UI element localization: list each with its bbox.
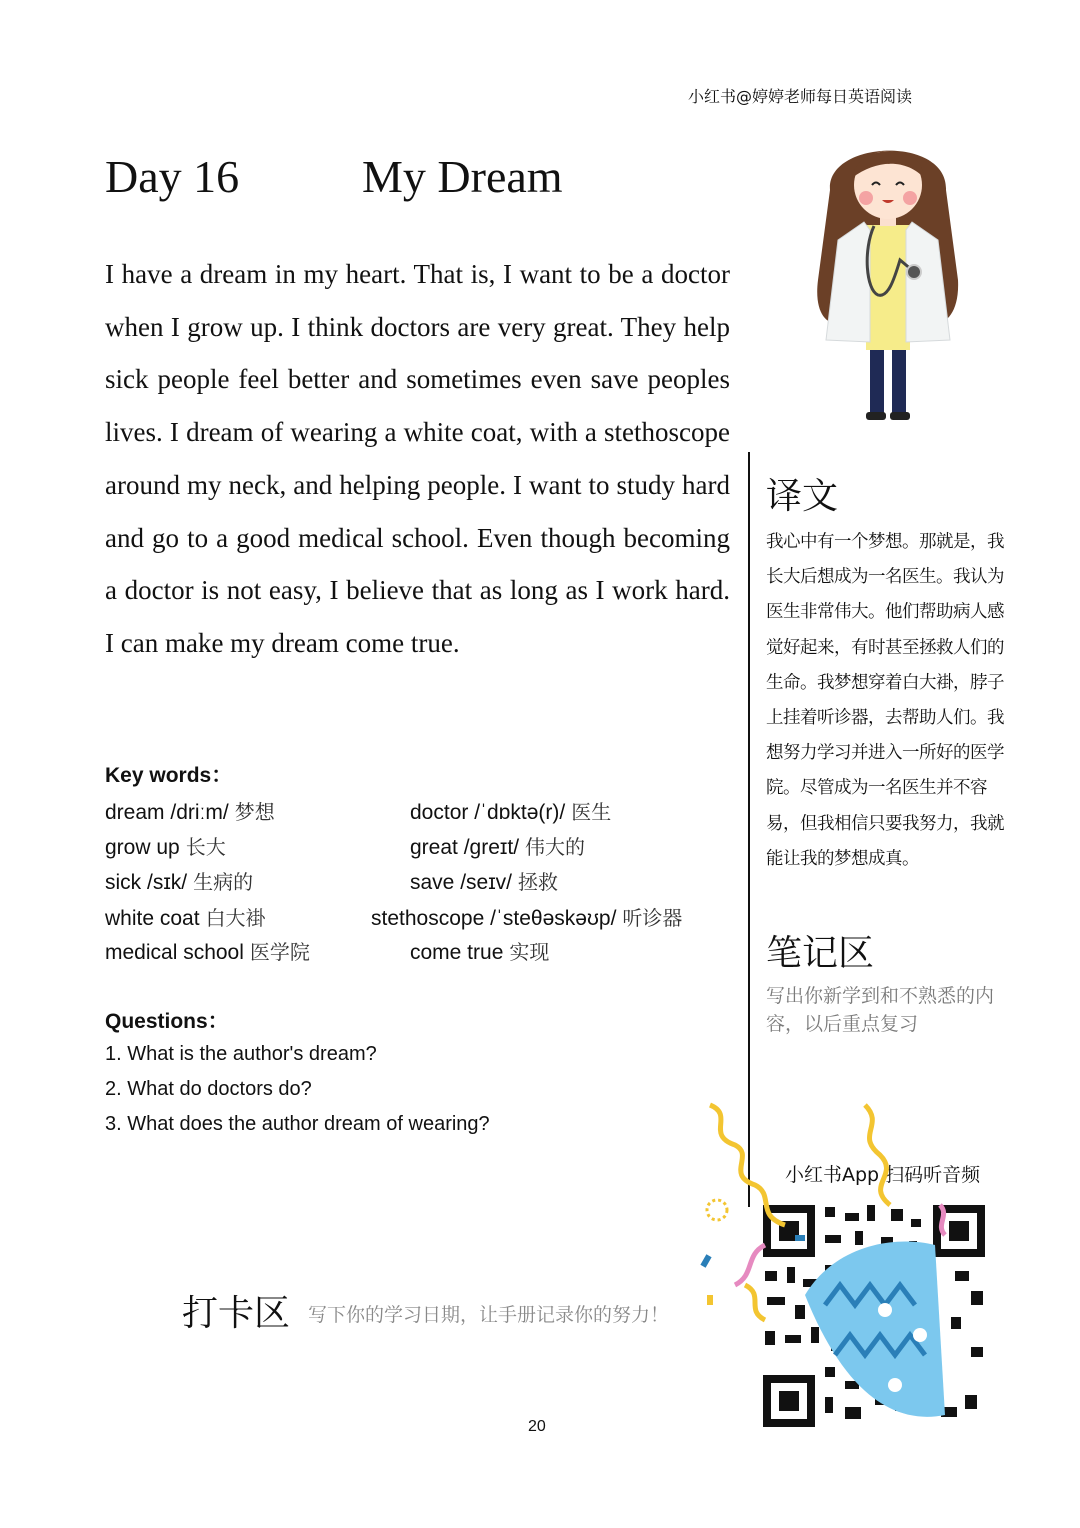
keyword-en: great /ɡreɪt/ bbox=[410, 836, 520, 859]
day-label: Day 16 bbox=[105, 151, 240, 202]
keyword-en: grow up bbox=[105, 836, 180, 859]
doctor-illustration bbox=[808, 130, 968, 425]
qr-caption: 小红书App 扫码听音频 bbox=[785, 1164, 981, 1186]
keyword-item bbox=[105, 936, 310, 965]
reading-passage: I have a dream in my heart. That is, I want to be a doctor when I grow up. I think doctors are very great. They help sick people feel better and sometimes even save peoples lives. I dream of wearing a white coat, with a stethoscope around my neck, and helping people. I want to study hard and go to a good medical school. Even though becoming a doctor is not easy, I believe that as long as I work hard. I can make my dream come true. bbox=[105, 259, 730, 658]
keyword-cn: 伟大的 bbox=[525, 835, 586, 859]
page-number: 20 bbox=[528, 1418, 546, 1435]
watermark: 小红书@婷婷老师每日英语阅读 bbox=[688, 87, 913, 106]
keyword-en: doctor /ˈdɒktə(r)/ bbox=[410, 801, 566, 824]
column-divider bbox=[748, 452, 750, 1207]
page-title: My Dream bbox=[362, 151, 563, 202]
keyword-cn: 白大褂 bbox=[205, 906, 266, 930]
keyword-en: white coat bbox=[105, 907, 200, 930]
keyword-cn: 拯救 bbox=[518, 870, 559, 894]
keyword-en: dream /driːm/ bbox=[105, 801, 229, 824]
keyword-en: sick /sɪk/ bbox=[105, 871, 188, 894]
checkin-label: 打卡区 bbox=[182, 1293, 291, 1334]
keywords-heading: Key words： bbox=[105, 764, 233, 787]
keyword-cn: 生病的 bbox=[193, 870, 254, 894]
keyword-item bbox=[410, 831, 585, 860]
question-item: 2. What do doctors do? bbox=[105, 1078, 312, 1100]
keyword-en: stethoscope /ˈsteθəskəʊp/ bbox=[371, 907, 617, 930]
keyword-item bbox=[105, 831, 226, 860]
keyword-cn: 听诊器 bbox=[622, 906, 683, 930]
keyword-cn: 实现 bbox=[509, 940, 550, 964]
keyword-en: come true bbox=[410, 941, 504, 964]
keyword-item bbox=[105, 866, 253, 895]
question-item: 1. What is the author's dream? bbox=[105, 1043, 377, 1065]
notes-hint: 写出你新学到和不熟悉的内容，以后重点复习 bbox=[766, 985, 995, 1035]
checkin-hint: 写下你的学习日期，让手册记录你的努力！ bbox=[308, 1304, 670, 1326]
keyword-item bbox=[410, 936, 549, 965]
keyword-item bbox=[105, 796, 275, 825]
keyword-item bbox=[371, 902, 682, 931]
keyword-cn: 医生 bbox=[571, 800, 612, 824]
translation-text: 我心中有一个梦想。那就是，我长大后想成为一名医生。我认为医生非常伟大。他们帮助病人感觉好起来，有时甚至拯救人们的生命。我梦想穿着白大褂，脖子上挂着听诊器，去帮助人们。我想努力学习并进入一所好的医学院。尽管成为一名医生并不容易，但我相信只要我努力，我就能让我的梦想成真。 bbox=[766, 532, 1004, 869]
qr-code[interactable] bbox=[695, 1095, 995, 1430]
keyword-en: medical school bbox=[105, 941, 244, 964]
questions-heading: Questions： bbox=[105, 1010, 229, 1033]
translation-heading: 译文 bbox=[766, 476, 839, 517]
keyword-cn: 梦想 bbox=[234, 800, 275, 824]
keyword-item bbox=[410, 866, 558, 895]
notes-heading: 笔记区 bbox=[766, 933, 875, 974]
keyword-item bbox=[105, 902, 266, 931]
keyword-en: save /seɪv/ bbox=[410, 871, 513, 894]
keyword-item bbox=[410, 796, 611, 825]
question-item: 3. What does the author dream of wearing? bbox=[105, 1113, 490, 1135]
keyword-cn: 长大 bbox=[185, 835, 226, 859]
keyword-cn: 医学院 bbox=[249, 940, 310, 964]
